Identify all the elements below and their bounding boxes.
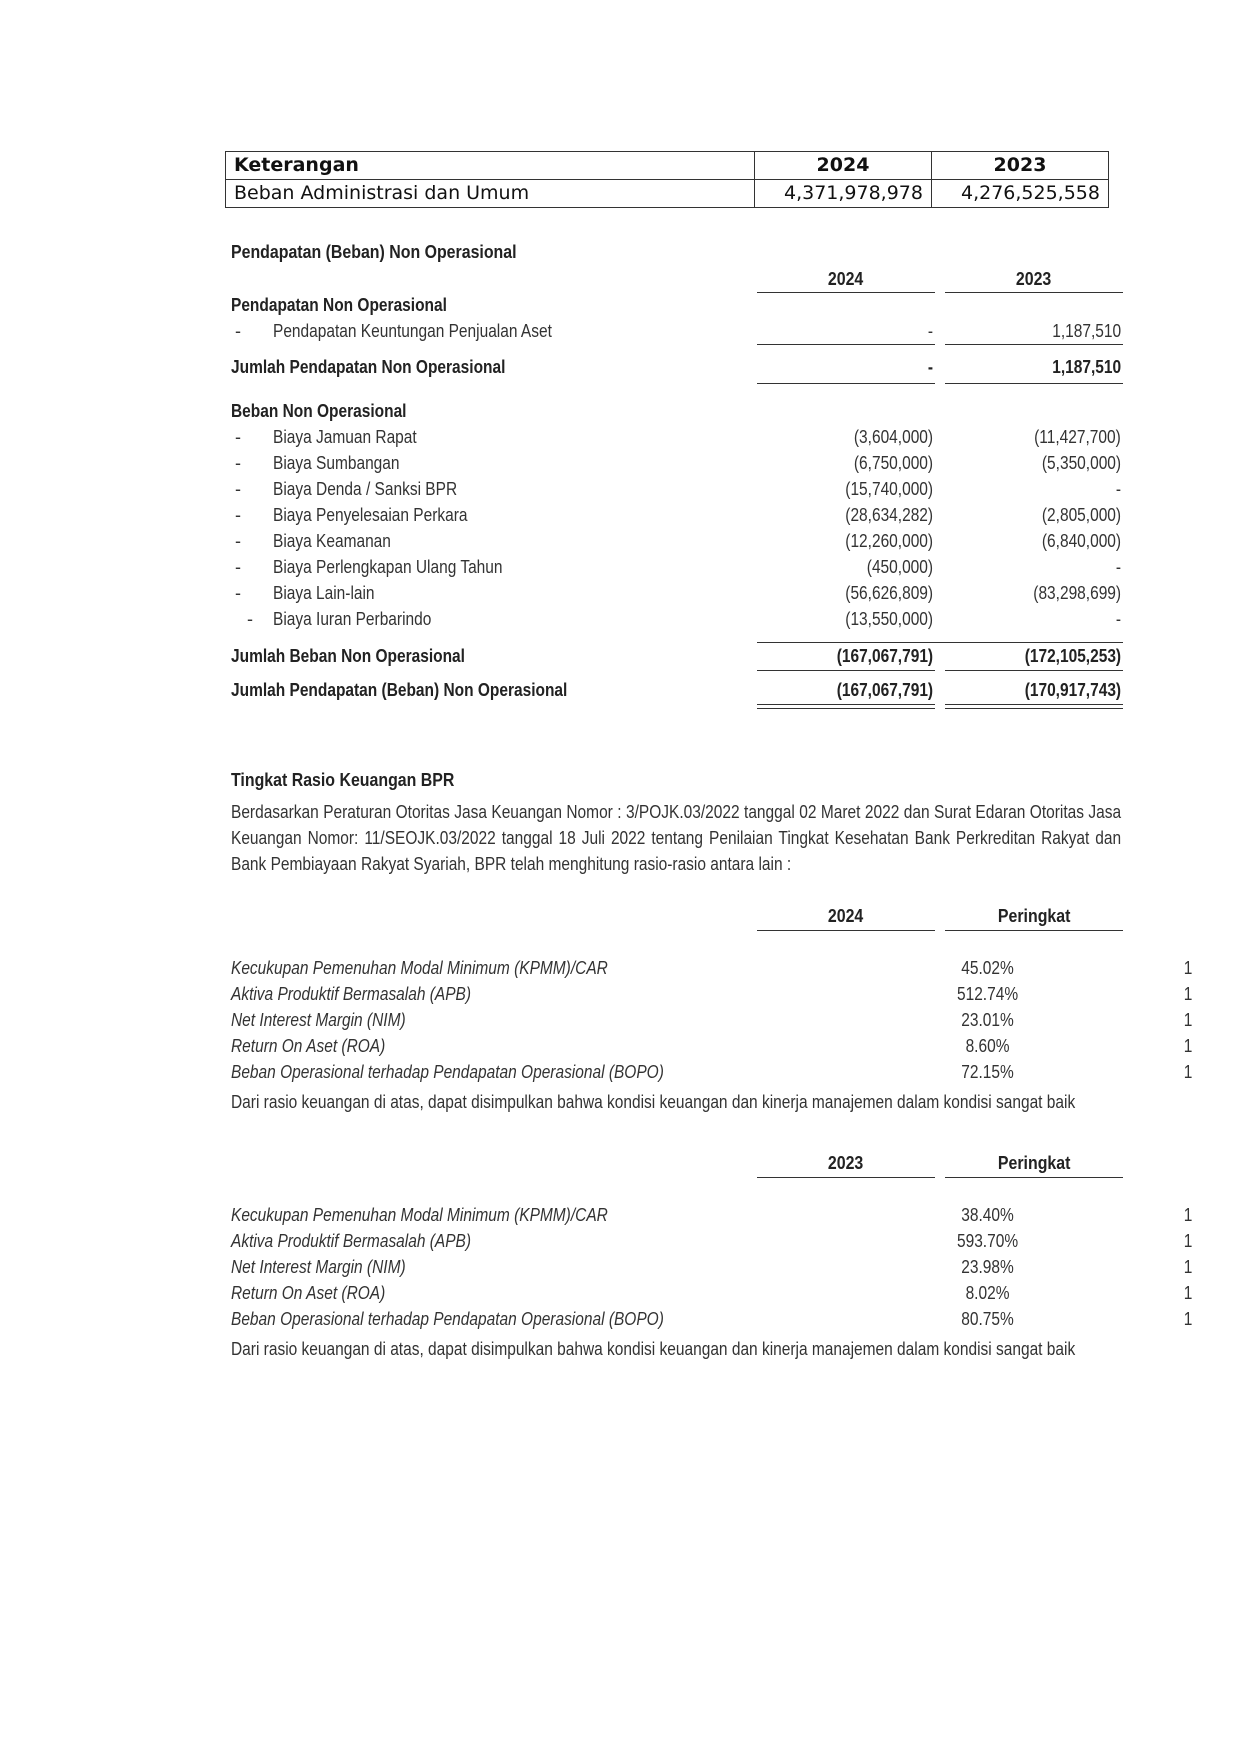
item-value-2023 — [951, 528, 1121, 554]
ratio-label — [231, 1306, 734, 1332]
ratio-conclusion-text: Dari rasio keuangan di atas, dapat disimpulkan bahwa kondisi keuangan dan kinerja manajemen dalam kondisi sangat baik — [231, 1339, 1076, 1359]
item-value-2023 — [951, 424, 1121, 450]
expense-total-2023: (172,105,253) — [1024, 646, 1121, 666]
ratio-rank-text: 1 — [1183, 1231, 1193, 1251]
col-header-2024-text: 2024 — [828, 268, 864, 289]
item-value-2023 — [951, 606, 1121, 632]
ratio-label-text: Beban Operasional terhadap Pendapatan Operasional (BOPO) — [231, 1062, 664, 1082]
ratio-value — [898, 1306, 1078, 1332]
list-item — [231, 580, 1121, 606]
item-label: Biaya Keamanan — [273, 531, 391, 551]
ratio-value-text: 593.70% — [957, 1231, 1019, 1251]
expense-total-row — [231, 643, 1121, 669]
item-dash: - — [235, 583, 241, 603]
ratio-col-header-rank — [945, 903, 1123, 929]
ratio-col-header-year-text: 2023 — [828, 1152, 864, 1173]
ratio-rank-text: 1 — [1183, 1062, 1193, 1082]
ratio-row — [231, 981, 1193, 1007]
item-dash: - — [235, 479, 241, 499]
ratio-rank-text: 1 — [1183, 1309, 1193, 1329]
income-heading — [231, 292, 1121, 318]
item-value-2024 — [763, 502, 933, 528]
row-value-2023: 4,276,525,558 — [932, 180, 1109, 208]
item-value-2024-text: (12,260,000) — [845, 531, 933, 551]
item-label: Biaya Sumbangan — [273, 453, 400, 473]
item-value-2024 — [763, 580, 933, 606]
ratio-section-title-text: Tingkat Rasio Keuangan BPR — [231, 769, 455, 790]
ratio-row — [231, 955, 1193, 981]
grand-total-double-underline-2023 — [945, 704, 1123, 709]
ratio-rank — [1158, 1059, 1218, 1085]
item-value-2024-text: (450,000) — [866, 557, 933, 577]
item-dash: - — [247, 609, 253, 629]
ratio-rank-text: 1 — [1183, 1205, 1193, 1225]
ratio-row — [231, 1228, 1193, 1254]
item-value-2024-text: (56,626,809) — [845, 583, 933, 603]
ratio-value-text: 72.15% — [961, 1062, 1015, 1082]
item-value-2023-text: (6,840,000) — [1041, 531, 1121, 551]
grand-total-double-underline-2024 — [757, 704, 935, 709]
item-dash: - — [235, 531, 241, 551]
list-item — [231, 606, 1121, 632]
ratio-row — [231, 1280, 1193, 1306]
ratio-conclusion — [231, 1089, 1121, 1141]
ratio-rank-text: 1 — [1183, 1283, 1193, 1303]
ratio-value-text: 80.75% — [961, 1309, 1015, 1329]
item-value-2023 — [951, 476, 1121, 502]
ratio-rank-text: 1 — [1183, 984, 1193, 1004]
item-label: Biaya Jamuan Rapat — [273, 427, 417, 447]
ratio-rank — [1158, 981, 1218, 1007]
ratio-row — [231, 1059, 1193, 1085]
ratio-value-text: 8.60% — [966, 1036, 1010, 1056]
item-label: Pendapatan Keuntungan Penjualan Aset — [273, 321, 552, 341]
income-total-label: Jumlah Pendapatan Non Operasional — [231, 357, 506, 377]
header-2024: 2024 — [755, 152, 932, 180]
ratio-row — [231, 1306, 1193, 1332]
item-label: Biaya Lain-lain — [273, 583, 375, 603]
ratio-label — [231, 1202, 669, 1228]
item-value-2024 — [763, 476, 933, 502]
grand-total-label: Jumlah Pendapatan (Beban) Non Operasional — [231, 680, 568, 700]
list-item — [231, 528, 1121, 554]
item-value-2023-text: (83,298,699) — [1033, 583, 1121, 603]
item-value-2023 — [951, 502, 1121, 528]
expense-total-label: Jumlah Beban Non Operasional — [231, 646, 465, 666]
ratio-label-text: Aktiva Produktif Bermasalah (APB) — [231, 984, 472, 1004]
item-dash: - — [235, 427, 241, 447]
expense-heading — [231, 398, 1121, 424]
ratio-row — [231, 1007, 1193, 1033]
ratio-value-text: 23.01% — [961, 1010, 1015, 1030]
row-value-2024: 4,371,978,978 — [755, 180, 932, 208]
col-header-2024 — [757, 266, 935, 292]
ratio-value-text: 38.40% — [961, 1205, 1015, 1225]
grand-total-row — [231, 677, 1121, 703]
ratio-value-text: 23.98% — [961, 1257, 1015, 1277]
ratio-rank-text: 1 — [1183, 1036, 1193, 1056]
item-value-2024 — [763, 424, 933, 450]
ratio-value — [898, 1033, 1078, 1059]
ratio-rank — [1158, 1007, 1218, 1033]
ratio-row — [231, 1254, 1193, 1280]
list-item — [231, 502, 1121, 528]
ratio-label — [231, 1254, 434, 1280]
ratio-rank — [1158, 1228, 1218, 1254]
ratio-label-text: Beban Operasional terhadap Pendapatan Operasional (BOPO) — [231, 1309, 664, 1329]
item-value-2023-text: - — [1115, 557, 1121, 577]
ratio-label-text: Net Interest Margin (NIM) — [231, 1010, 406, 1030]
ratio-col-underline-rank — [945, 1177, 1123, 1178]
ratio-label — [231, 1033, 410, 1059]
ratio-label-text: Kecukupan Pemenuhan Modal Minimum (KPMM)/CAR — [231, 958, 608, 978]
ratio-col-underline-year — [757, 930, 935, 931]
ratio-label-text: Aktiva Produktif Bermasalah (APB) — [231, 1231, 472, 1251]
ratio-col-header-year — [757, 1150, 935, 1176]
item-value-2023 — [951, 554, 1121, 580]
section-title-text: Pendapatan (Beban) Non Operasional — [231, 241, 517, 262]
ratio-col-header-rank-text: Peringkat — [997, 905, 1071, 926]
ratio-col-underline-rank — [945, 930, 1123, 931]
ratio-label — [231, 1228, 510, 1254]
ratio-value-text: 45.02% — [961, 958, 1015, 978]
income-total-2023: 1,187,510 — [1052, 357, 1121, 377]
list-item — [231, 476, 1121, 502]
item-value-2023: 1,187,510 — [1052, 321, 1121, 341]
ratio-col-header-year — [757, 903, 935, 929]
ratio-value — [898, 1228, 1078, 1254]
expense-total-2024: (167,067,791) — [836, 646, 933, 666]
ratio-value — [898, 955, 1078, 981]
ratio-label-text: Return On Aset (ROA) — [231, 1283, 386, 1303]
expense-total-underline-2024 — [757, 670, 935, 671]
ratio-col-underline-year — [757, 1177, 935, 1178]
ratio-conclusion-text: Dari rasio keuangan di atas, dapat disimpulkan bahwa kondisi keuangan dan kinerja manajemen dalam kondisi sangat baik — [231, 1092, 1076, 1112]
ratio-rank — [1158, 955, 1218, 981]
admin-expense-table — [225, 151, 1109, 208]
grand-total-2023: (170,917,743) — [1024, 680, 1121, 700]
item-value-2023 — [951, 580, 1121, 606]
header-keterangan: Keterangan — [226, 152, 755, 180]
ratio-rank-text: 1 — [1183, 1010, 1193, 1030]
item-dash: - — [235, 453, 241, 473]
item-label: Biaya Iuran Perbarindo — [273, 609, 432, 629]
item-label: Biaya Perlengkapan Ulang Tahun — [273, 557, 503, 577]
ratio-value — [898, 981, 1078, 1007]
ratio-label — [231, 1059, 734, 1085]
expense-heading-text: Beban Non Operasional — [231, 401, 407, 421]
item-value-2024-text: (3,604,000) — [853, 427, 933, 447]
ratio-label — [231, 1007, 434, 1033]
item-label: Biaya Penyelesaian Perkara — [273, 505, 468, 525]
item-dash: - — [235, 321, 241, 341]
item-value-2024-text: (6,750,000) — [853, 453, 933, 473]
item-value-2024-text: (15,740,000) — [845, 479, 933, 499]
item-value-2024 — [763, 450, 933, 476]
total-underline-2024 — [757, 383, 935, 384]
ratio-row — [231, 1202, 1193, 1228]
item-value-2023-text: (2,805,000) — [1041, 505, 1121, 525]
expense-total-underline-2023 — [945, 670, 1123, 671]
header-2023: 2023 — [932, 152, 1109, 180]
ratio-value — [898, 1254, 1078, 1280]
total-underline-2023 — [945, 383, 1123, 384]
ratio-col-header-rank — [945, 1150, 1123, 1176]
ratio-rank-text: 1 — [1183, 1257, 1193, 1277]
ratio-value — [898, 1202, 1078, 1228]
ratio-label — [231, 981, 510, 1007]
item-value-2023-text: - — [1115, 479, 1121, 499]
ratio-conclusion — [231, 1336, 1121, 1388]
col-header-2023-text: 2023 — [1016, 268, 1052, 289]
ratio-rank — [1158, 1254, 1218, 1280]
item-value-2024 — [763, 554, 933, 580]
ratio-rank — [1158, 1306, 1218, 1332]
ratio-label-text: Kecukupan Pemenuhan Modal Minimum (KPMM)/CAR — [231, 1205, 608, 1225]
ratio-label — [231, 955, 669, 981]
ratio-value — [898, 1059, 1078, 1085]
table-header-row — [226, 152, 1109, 180]
table-row — [226, 180, 1109, 208]
item-value-2024-text: (13,550,000) — [845, 609, 933, 629]
item-value-2023-text: (5,350,000) — [1041, 453, 1121, 473]
col-header-2023 — [945, 266, 1123, 292]
item-value-2024 — [763, 528, 933, 554]
item-value-2024: - — [927, 321, 933, 341]
list-item — [231, 318, 1121, 344]
item-value-2024 — [763, 606, 933, 632]
ratio-intro-paragraph — [231, 799, 1121, 879]
item-value-2024-text: (28,634,282) — [845, 505, 933, 525]
ratio-label — [231, 1280, 410, 1306]
grand-total-2024: (167,067,791) — [836, 680, 933, 700]
item-label: Biaya Denda / Sanksi BPR — [273, 479, 458, 499]
ratio-section-title — [231, 769, 491, 791]
ratio-rank — [1158, 1033, 1218, 1059]
ratio-value-text: 512.74% — [957, 984, 1019, 1004]
item-value-2023 — [951, 450, 1121, 476]
item-value-2023-text: - — [1115, 609, 1121, 629]
list-item — [231, 424, 1121, 450]
item-dash: - — [235, 505, 241, 525]
ratio-value — [898, 1280, 1078, 1306]
ratio-value-text: 8.02% — [966, 1283, 1010, 1303]
ratio-label-text: Net Interest Margin (NIM) — [231, 1257, 406, 1277]
list-item — [231, 450, 1121, 476]
item-value-2023-text: (11,427,700) — [1034, 427, 1121, 447]
ratio-rank — [1158, 1202, 1218, 1228]
subtotal-underline-2023 — [945, 344, 1123, 345]
list-item — [231, 554, 1121, 580]
row-label: Beban Administrasi dan Umum — [226, 180, 755, 208]
ratio-col-header-rank-text: Peringkat — [997, 1152, 1071, 1173]
income-total-row — [231, 354, 1121, 380]
ratio-row — [231, 1033, 1193, 1059]
section-title-non-operating — [231, 241, 563, 263]
ratio-value — [898, 1007, 1078, 1033]
income-total-2024: - — [927, 357, 933, 377]
ratio-col-header-year-text: 2024 — [828, 905, 864, 926]
ratio-label-text: Return On Aset (ROA) — [231, 1036, 386, 1056]
income-heading-text: Pendapatan Non Operasional — [231, 295, 447, 315]
subtotal-underline-2024 — [757, 344, 935, 345]
ratio-rank — [1158, 1280, 1218, 1306]
item-dash: - — [235, 557, 241, 577]
ratio-intro-text: Berdasarkan Peraturan Otoritas Jasa Keuangan Nomor : 3/POJK.03/2022 tanggal 02 Maret 2022 dan Surat Edaran Otoritas Jasa Keuangan Nomor: 11/SEOJK.03/2022 tanggal 18 Juli 2022 tentang Penilaian Tingkat Kesehatan Bank Perkreditan Rakyat dan Bank Pembiayaan Rakyat Syariah, BPR telah menghitung rasio-rasio antara lain : — [231, 802, 1122, 874]
ratio-rank-text: 1 — [1183, 958, 1193, 978]
